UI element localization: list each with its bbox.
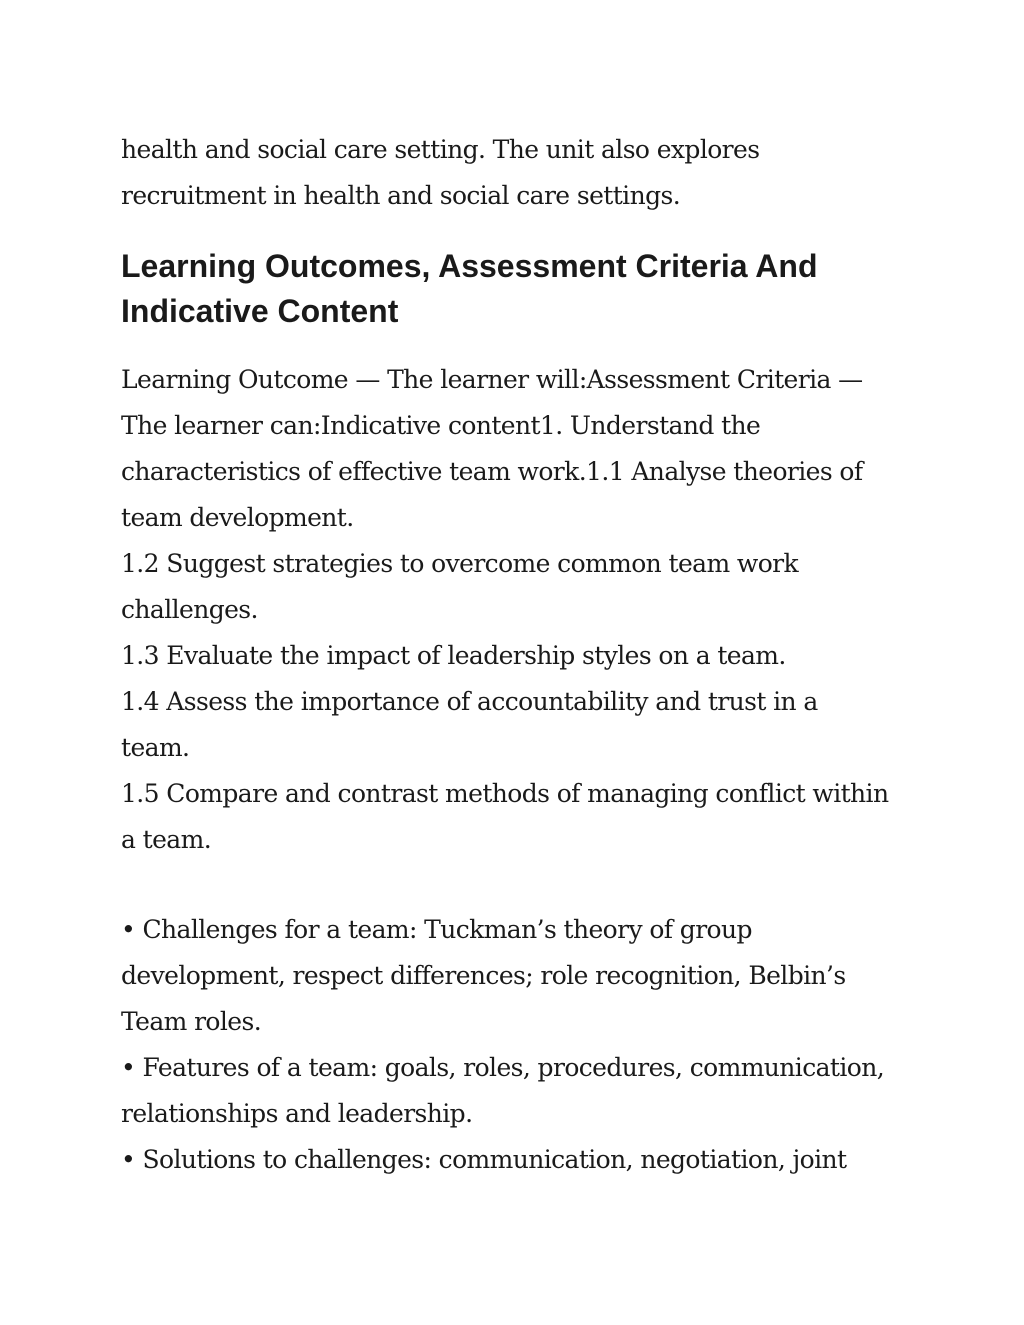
text-line: Team roles.: [121, 1007, 262, 1036]
text-line: characteristics of effective team work.1.1 Analyse theories of: [121, 457, 863, 486]
heading-line: Learning Outcomes, Assessment Criteria And: [121, 248, 818, 284]
paragraph-spacer: [121, 863, 921, 907]
text-line: challenges.: [121, 595, 258, 624]
text-line: 1.3 Evaluate the impact of leadership styles on a team.: [121, 641, 786, 670]
heading-line: Indicative Content: [121, 293, 399, 329]
text-line: Learning Outcome — The learner will:Assessment Criteria —: [121, 365, 863, 394]
criteria-paragraph: [121, 357, 921, 863]
text-line: • Features of a team: goals, roles, procedures, communication,: [121, 1053, 885, 1082]
text-line: a team.: [121, 825, 212, 854]
text-line: team development.: [121, 503, 354, 532]
text-line: The learner can:Indicative content1. Understand the: [121, 411, 761, 440]
intro-paragraph: [121, 127, 921, 219]
indicative-content-paragraph: [121, 907, 921, 1183]
text-line: • Challenges for a team: Tuckman’s theory of group: [121, 915, 752, 944]
text-line: team.: [121, 733, 190, 762]
section-heading: [121, 244, 921, 334]
text-line: 1.5 Compare and contrast methods of managing conflict within: [121, 779, 889, 808]
text-line: development, respect differences; role recognition, Belbin’s: [121, 961, 846, 990]
text-line: health and social care setting. The unit also explores: [121, 135, 760, 164]
text-line: recruitment in health and social care settings.: [121, 181, 681, 210]
text-line: relationships and leadership.: [121, 1099, 473, 1128]
text-line: • Solutions to challenges: communication, negotiation, joint: [121, 1145, 847, 1174]
text-line: 1.2 Suggest strategies to overcome common team work: [121, 549, 799, 578]
text-line: 1.4 Assess the importance of accountability and trust in a: [121, 687, 818, 716]
document-body: [121, 127, 921, 1183]
